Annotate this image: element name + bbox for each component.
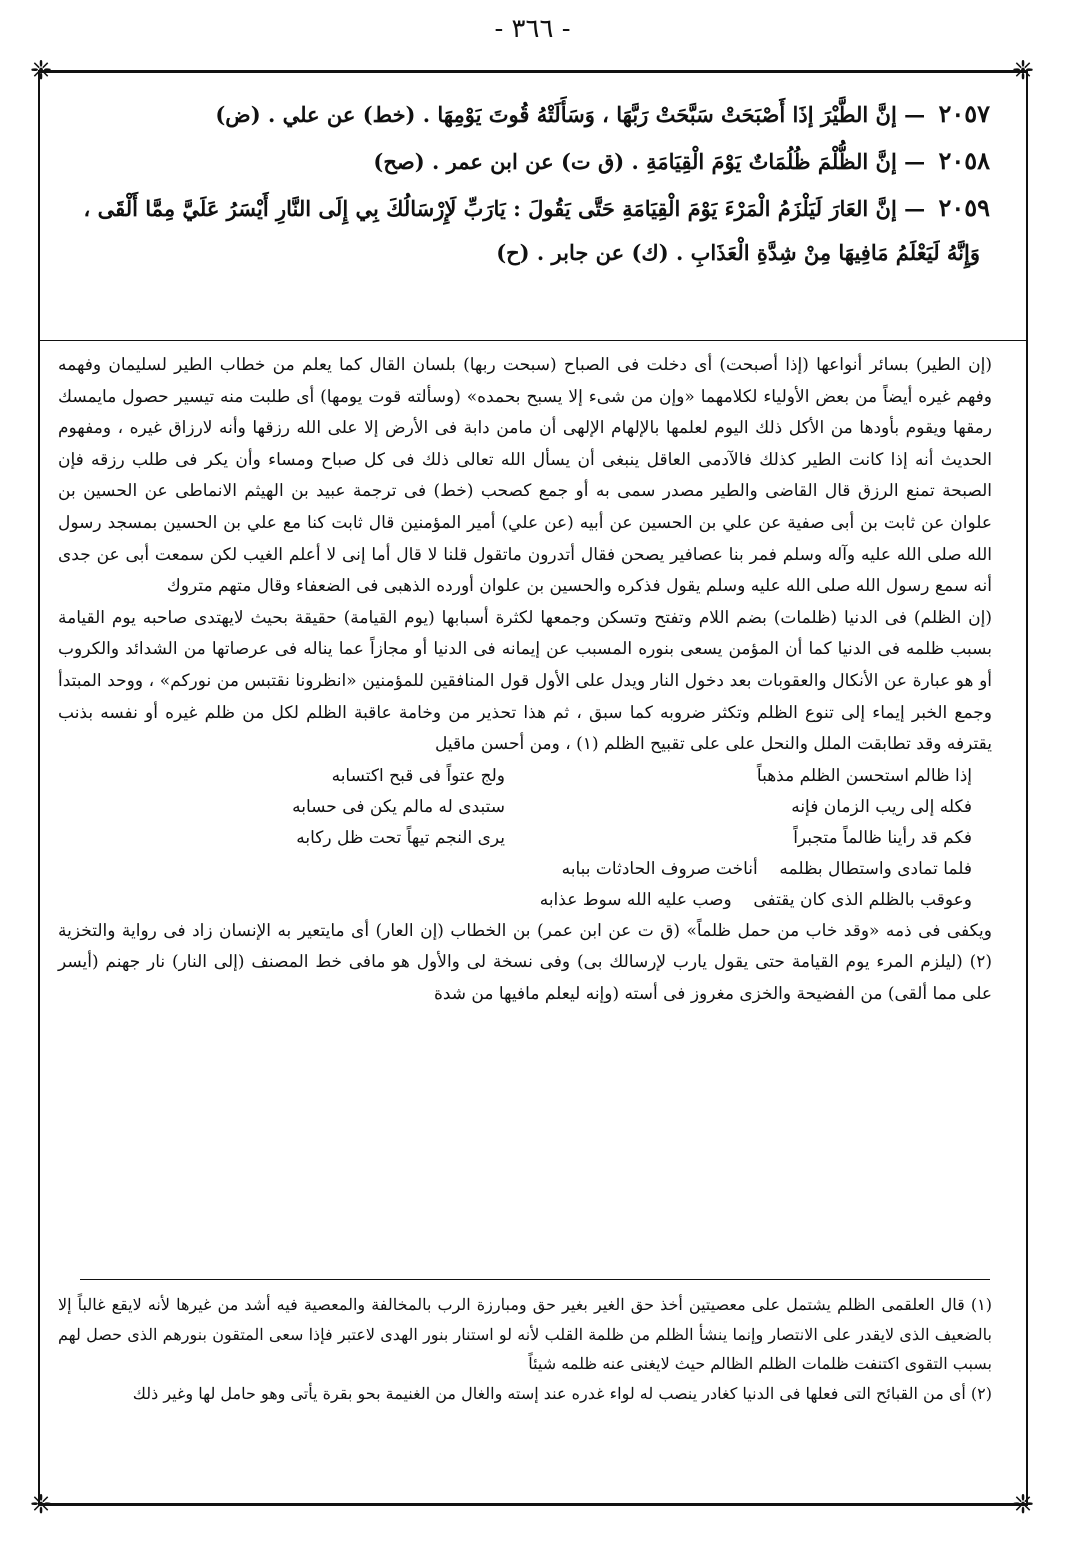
footnote-separator-rule: [80, 1279, 990, 1280]
verse-hemistich: إذا ظالم استحسن الظلم مذهباً: [756, 765, 972, 786]
hadith-text-continuation: وَإِنَّهُ لَيَعْلَمُ مَافِيهَا مِنْ شِدَّةِ الْعَذَابِ . (ك) عن جابر . (ح): [496, 240, 980, 265]
poem-verses: [68, 761, 972, 916]
hadith-text: — إنَّ الظُّلْمَ ظُلُمَاتٌ يَوْمَ الْقِيَامَةِ . (ق ت) عن ابن عمر . (صح): [373, 149, 926, 174]
corner-ornament-top-left: ❈: [30, 56, 52, 86]
hadith-number: ٢٠٥٩: [938, 193, 990, 222]
commentary-paragraph: (إن الظلم) فى الدنيا (ظلمات) بضم اللام وتفتح وتسكن وجمعها لكثرة أسبابها (يوم القيامة) حقيقة بحيث لايهتدى صاحبه يوم القيامة بسبب ظلمه فى الدنيا كما أن المؤمن يسعى بنوره المسبب عن إيمانه فى الدنيا أو مجازاً عما يناله فى عرصاتها من الشدائد والكروب أو هو عبارة عن الأنكال والعقوبات بعد دخول النار ويدل على الأول قول المنافقين للمؤمنين «انظرونا نقتبس من نوركم» ، ووحد المبتدأ وجمع الخبر إيماء إلى تنوع الظلم وتكثر ضروبه كما سبق ، ثم هذا تحذير من وخامة عاقبة الظلم لكل من ظلم غيره أو نفسه بذنب يقترفه وقد تطابقت الملل والنحل على على تقبيح الظلم (١) ، ومن أحسن ماقيل: [58, 607, 992, 755]
verse-hemistich: يرى النجم تيهاً تحت ظل ركابه: [296, 827, 505, 848]
commentary-paragraph: (إن الطير) بسائر أنواعها (إذا أصبحت) أى دخلت فى الصباح (سبحت ربها) بلسان القال كما يعلم من خطاب الطير لسليمان وفهمه وفهم غيره أيضاً من بعض الأولياء لكلامهما «وإن من شىء إلا يسبح بحمده» (وسألته قوت يومها) أى طلبت منه تيسير حصول مايمسك رمقها ويقوم بأودها من الأكل ذلك اليوم لعلمها بالإلهام الإلهى أن مامن دابة فى الأرض إلا على الله رزقها وأنه لارزاق غيره ، ومفهوم الحديث أنه إذا كانت الطير كذلك فالآدمى العاقل ينبغى أن يسأل الله تعالى ذلك فى كل صباح ومساء وأن يكر فى طلب رزقه فإن الصبحة تمنع الرزق قال القاضى والطير مصدر سمى به أو جمع كصحب (خط) فى ترجمة عبيد بن الهيثم الانماطى عن الحسين بن علوان عن ثابت بن أبى صفية عن علي بن الحسين عن أبيه (عن علي) أمير المؤمنين قال ثابت كنا مع علي بن الحسين بمسجد رسول الله صلى الله عليه وآله وسلم فمر بنا عصافير يصحن فقال أتدرون ماتقول قلنا لا قال أما إنى لا أعلم الغيب لكن سمعت أبى عن جدى أنه سمع رسول الله صلى الله عليه وسلم يقول فذكره والحسين بن علوان أورده الذهبى فى الضعفاء وقال متهم متروك: [58, 355, 992, 597]
verse-hemistich: ستبدى له مالم يكن فى حسابه: [292, 796, 505, 817]
bottom-rule: [38, 1503, 1028, 1506]
verse-line: وعوقب بالظلم الذى كان يقتفى وصب عليه الله سوط عذابه: [539, 889, 972, 910]
footnote-1: (١) قال العلقمى الظلم يشتمل على معصيتين أخذ حق الغير بغير حق ومبارزة الرب بالمخالفة والمعصية فيه أشد من غيرها لأنه لايقع غالباً إلا بالضعيف الذى لايقدر على الانتصار وإنما ينشأ الظلم من ظلمة القلب لأنه لو استنار بنور الهدى لاعتبر فإذا سعى المتقون بنورهم الذى حصل لهم بسبب التقوى اكتنفت ظلمات الظلم الظالم حيث لايغنى عنه ظلمه شيئاً: [58, 1295, 992, 1373]
hadith-separator-rule: [38, 340, 1028, 341]
corner-ornament-bottom-left: ❈: [30, 1490, 52, 1520]
hadith-2057: [60, 92, 990, 137]
hadith-2059: [60, 186, 990, 275]
corner-ornament-bottom-right: ❈: [1012, 1490, 1034, 1520]
corner-ornament-top-right: ❈: [1012, 56, 1034, 86]
footnotes: [58, 1290, 992, 1408]
hadith-number: ٢٠٥٧: [938, 99, 990, 128]
hadith-text: — إنَّ الطَّيْرَ إذَا أَصْبَحَتْ سَبَّحَتْ رَبَّهَا ، وَسَأَلَتْهُ قُوتَ يَوْمِهَا . (خط) عن علي . (ض): [215, 102, 926, 127]
hadith-text: — إنَّ العَارَ لَيَلْزَمُ الْمَرْءَ يَوْمَ الْقِيَامَةِ حَتَّى يَقُولَ : يَارَبِّ لَإِرْسَالُكَ بِي إِلَى النَّارِ أَيْسَرُ عَلَيَّ مِمَّا أَلْقَى ،: [83, 196, 926, 221]
commentary-paragraph: ويكفى فى ذمه «وقد خاب من حمل ظلماً» (ق ت عن ابن عمر) بن الخطاب (إن العار) أى مايتعير به الإنسان زاد فى رواية والتخزية (٢) (ليلزم المرء يوم القيامة حتى يقول يارب لإرسالك بى) وفى نسخة لى والأول هو مافى خط المصنف (إلى النار) نار جهنم (أيسر على مما ألقى) من الفضيحة والخزى مغروز فى أسته (وإنه ليعلم مافيها من شدة: [58, 920, 992, 1004]
footnote-2: (٢) أى من القبائح التى فعلها فى الدنيا كغادر ينصب له لواء غدره عند إسته والغال من الغنيمة بحو بقرة يأتى وهو حامل لها وغير ذلك: [132, 1383, 992, 1403]
verse-hemistich: فكله إلى ريب الزمان فإنه: [791, 796, 972, 817]
top-rule: [38, 70, 1028, 73]
verse-line: فلما تمادى واستطال بظلمه أناخت صروف الحادثات ببابه: [561, 858, 972, 879]
hadith-list: [60, 92, 990, 277]
verse-hemistich: فكم قد رأينا ظالماً متجبراً: [793, 827, 972, 848]
commentary: [58, 350, 992, 1011]
page-number: - ٣٦٦ -: [494, 14, 571, 44]
hadith-number: ٢٠٥٨: [938, 146, 990, 175]
verse-hemistich: ولج عتواً فى قبح اكتسابه: [331, 765, 505, 786]
hadith-2058: [60, 139, 990, 184]
